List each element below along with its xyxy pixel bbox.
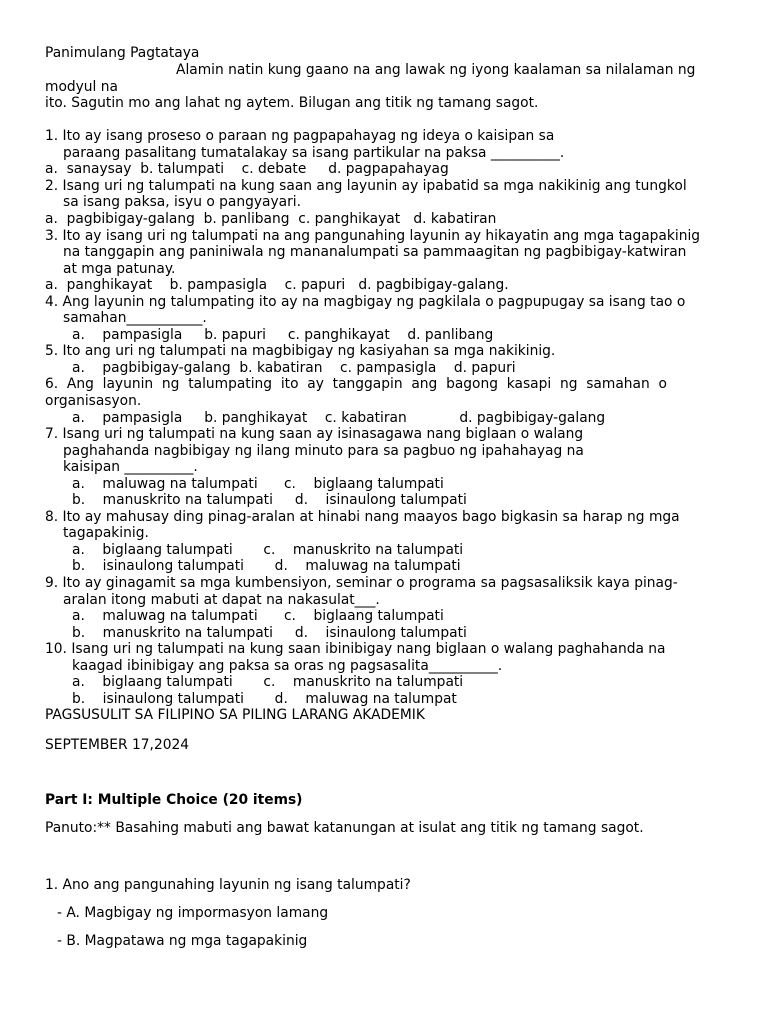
question-10-choices-ac: a. biglaang talumpati c. manuskrito na talumpati (72, 674, 464, 690)
question-7-cont: paghahanda nagbibigay ng ilang minuto para sa pagbuo ng ipahahayag na (63, 443, 584, 459)
question-7-choices-bd: b. manuskrito na talumpati d. isinaulong talumpati (72, 492, 467, 508)
exam-title: PAGSUSULIT SA FILIPINO SA PILING LARANG AKADEMIK (45, 707, 425, 723)
question-1-choices: a. sanaysay b. talumpati c. debate d. pagpapahayag (45, 161, 449, 177)
question-2: 2. Isang uri ng talumpati na kung saan ang layunin ay ipabatid sa mga nakikinig ang tungkol (45, 178, 687, 194)
question-5-choices: a. pagbibigay-galang b. kabatiran c. pampasigla d. papuri (72, 360, 516, 376)
exam-question-1-choice-b: - B. Magpatawa ng mga tagapakinig (57, 933, 308, 949)
question-4-choices: a. pampasigla b. papuri c. panghikayat d. panlibang (72, 327, 494, 343)
question-4: 4. Ang layunin ng talumpating ito ay na magbigay ng pagkilala o pagpupugay sa isang tao o (45, 294, 686, 310)
question-9: 9. Ito ay ginagamit sa mga kumbensiyon, seminar o programa sa pagsasaliksik kaya pinag- (45, 575, 678, 591)
question-6-choices: a. pampasigla b. panghikayat c. kabatiran d. pagbibigay-galang (72, 410, 606, 426)
exam-question-1: 1. Ano ang pangunahing layunin ng isang talumpati? (45, 877, 411, 893)
question-3-choices: a. panghikayat b. pampasigla c. papuri d. pagbibigay-galang. (45, 277, 509, 293)
question-4-cont: samahan___________. (63, 310, 207, 326)
exam-date: SEPTEMBER 17,2024 (45, 737, 190, 753)
intro-line-2: modyul na (45, 79, 118, 95)
question-8-choices-bd: b. isinaulong talumpati d. maluwag na talumpati (72, 558, 461, 574)
question-10-choices-bd: b. isinaulong talumpati d. maluwag na talumpat (72, 691, 457, 707)
question-7-cont: kaisipan __________. (63, 459, 198, 475)
question-9-choices-bd: b. manuskrito na talumpati d. isinaulong talumpati (72, 625, 467, 641)
question-5: 5. Ito ang uri ng talumpati na magbibigay ng kasiyahan sa mga nakikinig. (45, 343, 556, 359)
question-1-cont: paraang pasalitang tumatalakay sa isang partikular na paksa __________. (63, 145, 565, 161)
intro-line-3: ito. Sagutin mo ang lahat ng aytem. Bilugan ang titik ng tamang sagot. (45, 95, 539, 111)
question-3: 3. Ito ay isang uri ng talumpati na ang pangunahing layunin ay hikayatin ang mga tagapakinig (45, 228, 701, 244)
quiz-title: Panimulang Pagtataya (45, 45, 200, 61)
question-3-cont: na tanggapin ang paniniwala ng mananalumpati sa pammaagitan ng pagbibigay-katwiran (63, 244, 687, 260)
instructions: Panuto:** Basahing mabuti ang bawat katanungan at isulat ang titik ng tamang sagot. (45, 820, 644, 836)
question-8-choices-ac: a. biglaang talumpati c. manuskrito na talumpati (72, 542, 464, 558)
question-7-choices-ac: a. maluwag na talumpati c. biglaang talumpati (72, 476, 444, 492)
part-heading: Part I: Multiple Choice (20 items) (45, 792, 303, 808)
question-8: 8. Ito ay mahusay ding pinag-aralan at hinabi nang maayos bago bigkasin sa harap ng mga (45, 509, 680, 525)
question-2-cont: sa isang paksa, isyu o pangyayari. (63, 194, 301, 210)
question-10-cont: kaagad ibinibigay ang paksa sa oras ng pagsasalita__________. (72, 658, 503, 674)
exam-question-1-choice-a: - A. Magbigay ng impormasyon lamang (57, 905, 329, 921)
intro-line-1: Alamin natin kung gaano na ang lawak ng iyong kaalaman sa nilalaman ng (176, 62, 696, 78)
question-8-cont: tagapakinig. (63, 525, 149, 541)
question-10: 10. Isang uri ng talumpati na kung saan ibinibigay nang biglaan o walang paghahanda na (45, 641, 666, 657)
question-7: 7. Isang uri ng talumpati na kung saan ay isinasagawa nang biglaan o walang (45, 426, 584, 442)
question-9-cont: aralan itong mabuti at dapat na nakasulat___. (63, 592, 380, 608)
question-2-choices: a. pagbibigay-galang b. panlibang c. panghikayat d. kabatiran (45, 211, 497, 227)
question-3-cont: at mga patunay. (63, 261, 176, 277)
question-1: 1. Ito ay isang proseso o paraan ng pagpapahayag ng ideya o kaisipan sa (45, 128, 555, 144)
question-6: 6. Ang layunin ng talumpating ito ay tanggapin ang bagong kasapi ng samahan o (45, 376, 667, 392)
question-6-cont: organisasyon. (45, 393, 142, 409)
question-9-choices-ac: a. maluwag na talumpati c. biglaang talumpati (72, 608, 444, 624)
